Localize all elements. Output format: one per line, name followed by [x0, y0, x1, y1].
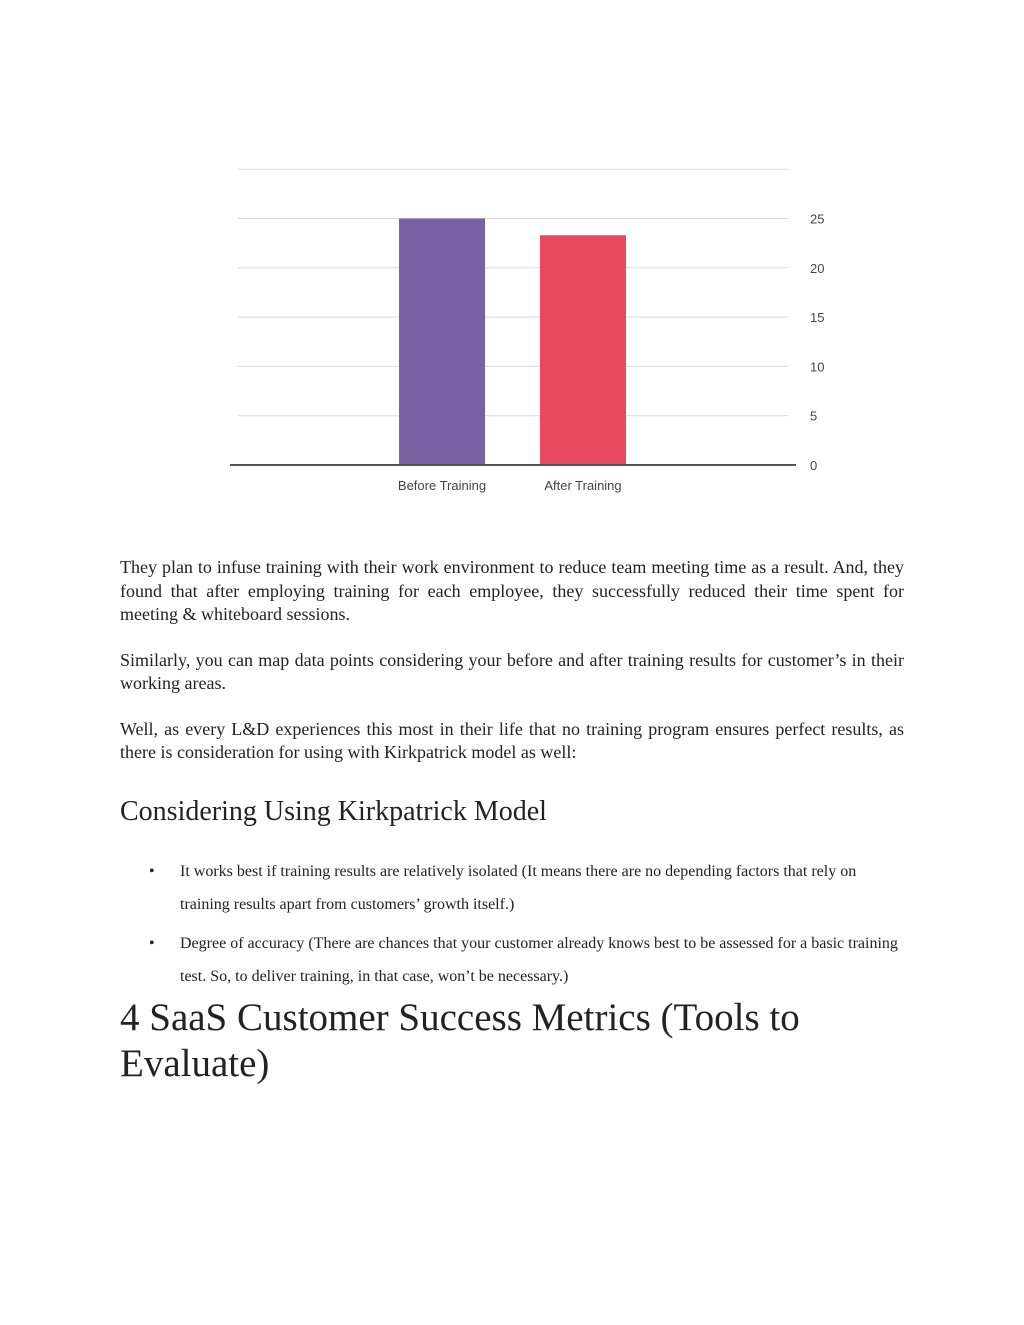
paragraph-3: Well, as every L&D experiences this most in their life that no training program ensures perfect results, as there is consideration for using with Kirkpatrick model as well:: [120, 718, 904, 762]
bullet-list: [120, 855, 904, 993]
y-tick-label: 20: [810, 260, 825, 276]
y-tick-label: 5: [810, 408, 818, 424]
y-tick-label: 25: [810, 211, 825, 227]
bar-chart: [222, 160, 842, 505]
article-body: [120, 556, 904, 1087]
category-label: After Training: [544, 478, 622, 493]
bar-chart-svg: [222, 160, 842, 505]
paragraph-1: They plan to infuse training with their work environment to reduce team meeting time as a result. And, they found that after employing training for each employee, they successfully reduced their time spent for meeting & whiteboard sessions.: [120, 557, 904, 624]
section-heading: 4 SaaS Customer Success Metrics (Tools to Evaluate): [120, 995, 800, 1085]
y-tick-label: 15: [810, 310, 825, 326]
category-label: Before Training: [397, 478, 487, 493]
y-tick-label: 10: [810, 359, 825, 375]
bullet-item-2: • Degree of accuracy (There are chances that your customer already knows best to be assessed for a basic training test. So, to deliver training, in that case, won’t be necessary.): [180, 927, 904, 993]
bullet-item-1: • It works best if training results are relatively isolated (It means there are no depending factors that rely on training results apart from customers’ growth itself.): [180, 855, 904, 921]
bar-2: [540, 235, 626, 465]
y-tick-label: 0: [810, 458, 818, 473]
paragraph-2: Similarly, you can map data points considering your before and after training results for customer’s in their working areas.: [120, 649, 904, 693]
bar-1: [399, 219, 485, 466]
section-subheading: Considering Using Kirkpatrick Model: [120, 795, 547, 827]
